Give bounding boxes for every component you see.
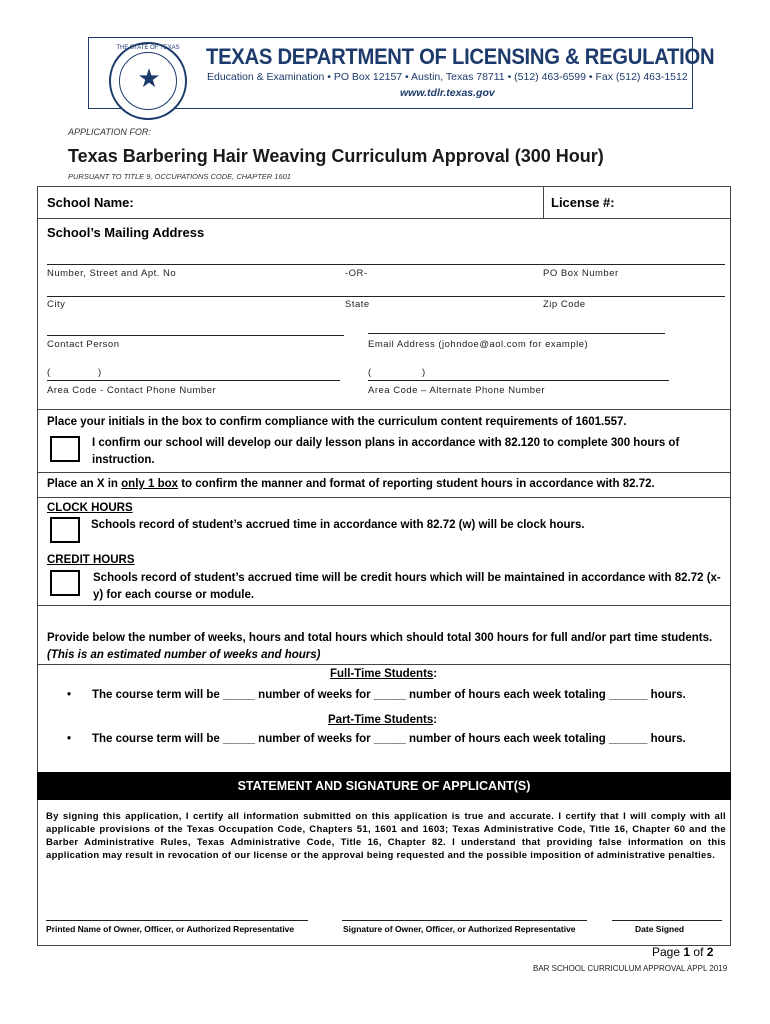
divider <box>38 218 730 219</box>
form-id: BAR SCHOOL CURRICULUM APPROVAL APPL 2019 <box>533 964 728 973</box>
page-title: Texas Barbering Hair Weaving Curriculum Approval (300 Hour) <box>68 146 604 166</box>
email-label: Email Address (johndoe@aol.com for example) <box>368 339 589 350</box>
email-field[interactable] <box>368 333 665 334</box>
clock-hours-text: Schools record of student’s accrued time in accordance with 82.72 (w) will be clock hours. <box>91 519 585 531</box>
star-icon: ★ <box>137 63 161 93</box>
agency-name: TEXAS DEPARTMENT OF LICENSING & REGULATION <box>206 44 715 69</box>
signature-field[interactable] <box>342 920 587 921</box>
divider <box>543 187 544 218</box>
credit-hours-checkbox[interactable] <box>50 570 80 596</box>
contact-person-field[interactable] <box>47 335 344 336</box>
contact-phone-label: Area Code - Contact Phone Number <box>47 385 217 396</box>
paren-left: ( <box>368 367 372 378</box>
street-label: Number, Street and Apt. No <box>47 268 177 279</box>
alt-phone-field[interactable] <box>368 380 669 381</box>
signature-label: Signature of Owner, Officer, or Authorized Representative <box>343 924 576 934</box>
city-label: City <box>47 299 66 310</box>
divider <box>38 409 730 410</box>
mailing-address-label: School’s Mailing Address <box>47 225 205 240</box>
city-state-zip-field[interactable] <box>47 296 725 297</box>
date-label: Date Signed <box>635 924 685 934</box>
or-label: -OR- <box>345 268 368 279</box>
agency-address: Education & Examination • PO Box 12157 • Austin, Texas 78711 • (512) 463-6599 • Fax (512) 463-1512 <box>207 71 688 83</box>
divider <box>38 472 730 473</box>
page-number: Page 1 of 2 <box>652 945 714 959</box>
street-field[interactable] <box>47 264 725 265</box>
application-for-label: APPLICATION FOR: <box>68 127 151 137</box>
credit-hours-text: Schools record of student’s accrued time will be credit hours which will be maintained in accordance with 82.72 (x-y) for each course or module. <box>93 572 721 601</box>
credit-hours-heading: CREDIT HOURS <box>47 554 135 566</box>
bullet: • <box>67 689 72 701</box>
license-number-label: License #: <box>551 195 615 210</box>
fulltime-term-line[interactable]: The course term will be _____ number of weeks for _____ number of hours each week totaling ______ hours. <box>92 689 686 701</box>
zip-label: Zip Code <box>543 299 586 310</box>
parttime-heading: Part-Time Students: <box>328 714 438 726</box>
clock-hours-heading: CLOCK HOURS <box>47 502 133 514</box>
certification-text: By signing this application, I certify all information submitted on this application is true and accurate. I certify that I will comply with all applicable provisions of the Texas Occupation Code, Chapters 51, 1601 and 1603; Texas Administrative Code, Title 16, Chapter 60 and the Barber Administrative Rules, Texas Administrative Code, Title 16, Chapter 82. I understand that providing false information on this application may result in revocation of our license or the approval being requested and the possible imposition of administrative penalties. <box>46 811 726 861</box>
fulltime-heading: Full-Time Students: <box>330 668 438 680</box>
pursuant-note: PURSUANT TO TITLE 9, OCCUPATIONS CODE, CHAPTER 1601 <box>68 172 291 181</box>
hours-instruction: Provide below the number of weeks, hours and total hours which should total 300 hours for full and/or part time students. (This is an estimated number of weeks and hours) <box>47 632 713 661</box>
contact-phone-field[interactable] <box>47 380 340 381</box>
state-label: State <box>345 299 370 310</box>
alt-phone-label: Area Code – Alternate Phone Number <box>368 385 546 396</box>
initials-box[interactable] <box>50 436 80 462</box>
divider <box>38 664 730 665</box>
paren-left: ( <box>47 367 51 378</box>
paren-right: ) <box>98 367 102 378</box>
clock-hours-checkbox[interactable] <box>50 517 80 543</box>
printed-name-field[interactable] <box>46 920 308 921</box>
divider <box>38 605 730 606</box>
bullet: • <box>67 733 72 745</box>
signature-heading: STATEMENT AND SIGNATURE OF APPLICANT(S) <box>37 772 731 800</box>
agency-website[interactable]: www.tdlr.texas.gov <box>400 87 495 99</box>
printed-name-label: Printed Name of Owner, Officer, or Authorized Representative <box>46 924 295 934</box>
paren-right: ) <box>422 367 426 378</box>
divider <box>38 497 730 498</box>
seal-text: THE STATE OF TEXAS <box>116 45 180 51</box>
texas-seal-icon <box>109 42 187 120</box>
school-name-label: School Name: <box>47 195 134 210</box>
reporting-instruction: Place an X in only 1 box to confirm the manner and format of reporting student hours in accordance with 82.72. <box>47 478 655 490</box>
contact-person-label: Contact Person <box>47 339 120 350</box>
date-field[interactable] <box>612 920 722 921</box>
compliance-instruction: Place your initials in the box to confirm compliance with the curriculum content requirements of 1601.557. <box>47 416 627 428</box>
compliance-statement: I confirm our school will develop our daily lesson plans in accordance with 82.120 to complete 300 hours of instruction. <box>92 437 680 466</box>
po-box-label: PO Box Number <box>543 268 619 279</box>
parttime-term-line[interactable]: The course term will be _____ number of weeks for _____ number of hours each week totaling ______ hours. <box>92 733 686 745</box>
